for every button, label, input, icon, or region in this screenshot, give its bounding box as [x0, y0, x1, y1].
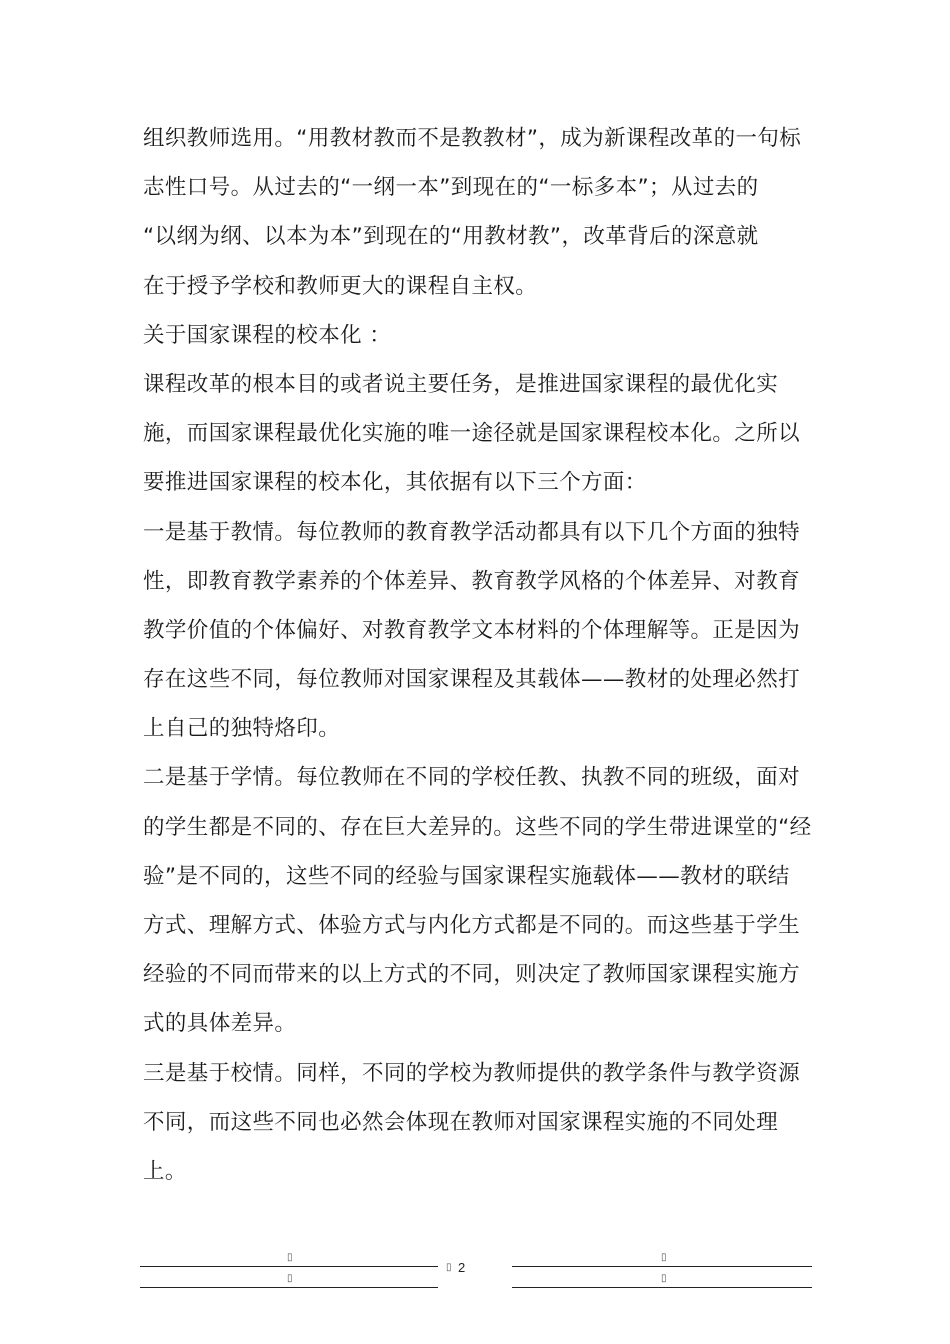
text-line: 施，而国家课程最优化实施的唯一途径就是国家课程校本化。之所以 [143, 421, 801, 447]
text-line: 一是基于教情。每位教师的教育教学活动都具有以下几个方面的独特 [143, 519, 801, 545]
footer-rule-left-top [140, 1266, 438, 1267]
text-line: 三是基于校情。同样，不同的学校为教师提供的教学条件与教学资源 [143, 1060, 801, 1086]
text-line: 教学价值的个体偏好、对教育教学文本材料的个体理解等。正是因为 [143, 617, 801, 643]
text-line: 要推进国家课程的校本化，其依据有以下三个方面： [143, 470, 647, 496]
text-line: 经验的不同而带来的以上方式的不同，则决定了教师国家课程实施方 [143, 962, 801, 988]
text-line: 组织教师选用。“用教材教而不是教教材”，成为新课程改革的一句标 [143, 126, 802, 151]
footer-marker: ▯ [661, 1273, 667, 1284]
text-line: 课程改革的根本目的或者说主要任务，是推进国家课程的最优化实 [143, 371, 779, 397]
footer-marker: ▯ [287, 1252, 293, 1263]
text-line: 式的具体差异。 [143, 1011, 297, 1037]
text-line: 存在这些不同，每位教师对国家课程及其载体——教材的处理必然打 [143, 667, 801, 693]
text-line: 性，即教育教学素养的个体差异、教育教学风格的个体差异、对教育 [143, 568, 801, 594]
text-line: 不同，而这些不同也必然会体现在教师对国家课程实施的不同处理 [143, 1109, 779, 1135]
body-text [143, 114, 811, 1196]
page-number: 2 [458, 1260, 466, 1275]
footer-marker: ▯ [446, 1262, 452, 1273]
section-heading: 关于国家课程的校本化 ： [143, 322, 392, 348]
footer-rule-right-bottom [512, 1287, 812, 1288]
footer-marker: ▯ [287, 1273, 293, 1284]
text-line: 上自己的独特烙印。 [143, 716, 341, 742]
footer-rule-right-top [512, 1266, 812, 1267]
page-footer [0, 1250, 950, 1310]
text-line: 的学生都是不同的、存在巨大差异的。这些不同的学生带进课堂的“经 [143, 814, 812, 840]
text-line: 在于授予学校和教师更大的课程自主权。 [143, 273, 538, 299]
text-line: 验”是不同的，这些不同的经验与国家课程实施载体——教材的联结 [143, 863, 790, 889]
footer-marker: ▯ [661, 1252, 667, 1263]
text-line: 方式、理解方式、体验方式与内化方式都是不同的。而这些基于学生 [143, 913, 801, 938]
text-line: 上。 [143, 1158, 187, 1184]
text-line: 志性口号。从过去的“一纲一本”到现在的“一标多本”；从过去的 [143, 175, 759, 201]
text-line: 二是基于学情。每位教师在不同的学校任教、执教不同的班级，面对 [143, 765, 801, 791]
footer-rule-left-bottom [140, 1287, 438, 1288]
text-line: “以纲为纲、以本为本”到现在的“用教材教”，改革背后的深意就 [143, 224, 759, 250]
